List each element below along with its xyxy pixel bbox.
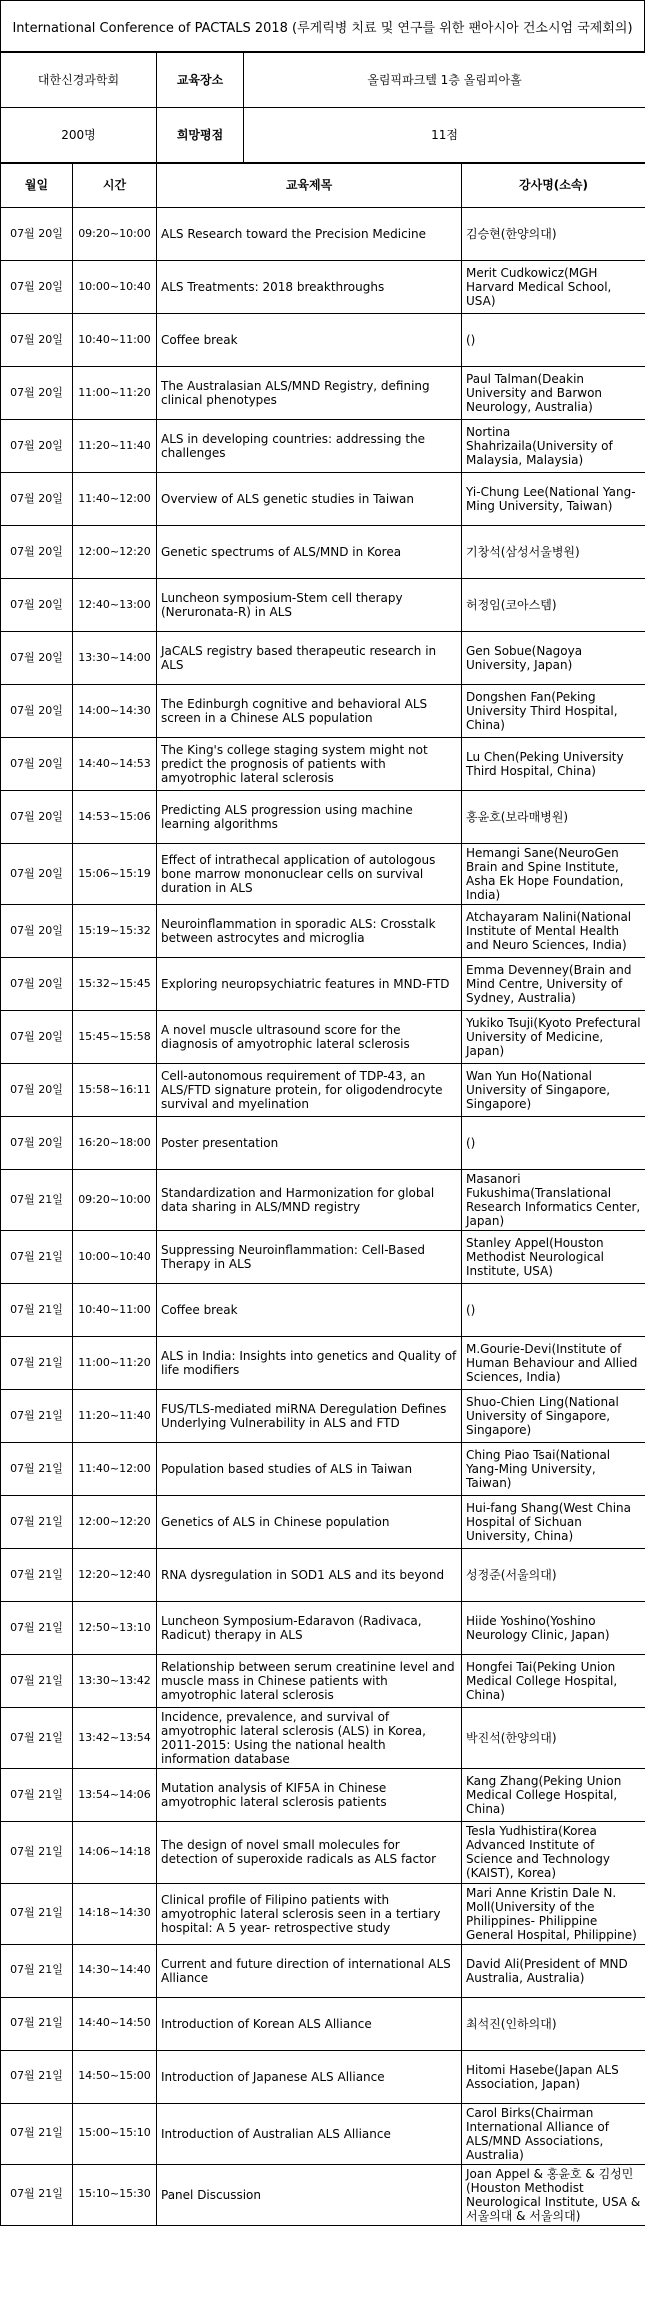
- row-speaker: Mari Anne Kristin Dale N. Moll(University of the Philippines- Philippine General Hospital, Philippine): [462, 1883, 645, 1944]
- row-topic: Introduction of Japanese ALS Alliance: [157, 2050, 462, 2103]
- row-speaker: Dongshen Fan(Peking University Third Hospital, China): [462, 685, 645, 738]
- table-row: [1, 1997, 645, 2050]
- table-row: [1, 1170, 645, 1231]
- row-time: 11:00~11:20: [73, 367, 157, 420]
- row-date: 07월 21일: [1, 2103, 73, 2164]
- row-date: 07월 20일: [1, 1064, 73, 1117]
- row-date: 07월 21일: [1, 1822, 73, 1883]
- table-row: [1, 2164, 645, 2225]
- row-time: 12:50~13:10: [73, 1602, 157, 1655]
- row-topic: Luncheon Symposium-Edaravon (Radivaca, Radicut) therapy in ALS: [157, 1602, 462, 1655]
- schedule-header-row: [1, 164, 645, 208]
- row-speaker: Stanley Appel(Houston Methodist Neurological Institute, USA): [462, 1231, 645, 1284]
- table-row: [1, 1064, 645, 1117]
- row-time: 13:42~13:54: [73, 1708, 157, 1769]
- row-speaker: Merit Cudkowicz(MGH Harvard Medical School, USA): [462, 261, 645, 314]
- row-date: 07월 20일: [1, 632, 73, 685]
- row-topic: The Australasian ALS/MND Registry, defining clinical phenotypes: [157, 367, 462, 420]
- table-row: [1, 1549, 645, 1602]
- row-time: 15:58~16:11: [73, 1064, 157, 1117]
- row-speaker: 최석진(인하의대): [462, 1997, 645, 2050]
- row-topic: Introduction of Australian ALS Alliance: [157, 2103, 462, 2164]
- row-date: 07월 20일: [1, 1011, 73, 1064]
- schedule-body: [1, 208, 645, 2226]
- row-date: 07월 21일: [1, 1496, 73, 1549]
- row-speaker: (): [462, 1284, 645, 1337]
- row-date: 07월 21일: [1, 1997, 73, 2050]
- row-time: 12:40~13:00: [73, 579, 157, 632]
- row-speaker: Hitomi Hasebe(Japan ALS Association, Japan): [462, 2050, 645, 2103]
- row-date: 07월 21일: [1, 1337, 73, 1390]
- table-row: [1, 2103, 645, 2164]
- row-topic: Neuroinflammation in sporadic ALS: Crosstalk between astrocytes and microglia: [157, 905, 462, 958]
- table-row: [1, 1231, 645, 1284]
- row-topic: Suppressing Neuroinflammation: Cell-Based Therapy in ALS: [157, 1231, 462, 1284]
- table-row: [1, 261, 645, 314]
- row-time: 14:18~14:30: [73, 1883, 157, 1944]
- row-topic: FUS/TLS-mediated miRNA Deregulation Defines Underlying Vulnerability in ALS and FTD: [157, 1390, 462, 1443]
- schedule-table: [0, 163, 645, 2226]
- page-title: International Conference of PACTALS 2018 (루게릭병 치료 및 연구를 위한 팬아시아 건소시엄 국제회의): [0, 0, 645, 52]
- header-time: 시간: [73, 164, 157, 208]
- row-date: 07월 21일: [1, 2050, 73, 2103]
- row-time: 13:30~13:42: [73, 1655, 157, 1708]
- row-speaker: Wan Yun Ho(National University of Singapore, Singapore): [462, 1064, 645, 1117]
- row-speaker: Gen Sobue(Nagoya University, Japan): [462, 632, 645, 685]
- row-date: 07월 21일: [1, 1769, 73, 1822]
- row-speaker: Ching Piao Tsai(National Yang-Ming University, Taiwan): [462, 1443, 645, 1496]
- table-row: [1, 1337, 645, 1390]
- row-topic: Panel Discussion: [157, 2164, 462, 2225]
- row-topic: Relationship between serum creatinine level and muscle mass in Chinese patients with amyotrophic lateral sclerosis: [157, 1655, 462, 1708]
- row-speaker: 김승현(한양의대): [462, 208, 645, 261]
- row-date: 07월 20일: [1, 208, 73, 261]
- venue-value: 올림픽파크텔 1층 올림피아홀: [244, 53, 645, 108]
- row-date: 07월 20일: [1, 1117, 73, 1170]
- row-date: 07월 21일: [1, 1602, 73, 1655]
- row-time: 15:45~15:58: [73, 1011, 157, 1064]
- table-row: [1, 1390, 645, 1443]
- row-speaker: M.Gourie-Devi(Institute of Human Behaviour and Allied Sciences, India): [462, 1337, 645, 1390]
- table-row: [1, 685, 645, 738]
- row-date: 07월 20일: [1, 314, 73, 367]
- row-speaker: David Ali(President of MND Australia, Australia): [462, 1944, 645, 1997]
- row-date: 07월 20일: [1, 579, 73, 632]
- row-date: 07월 20일: [1, 420, 73, 473]
- row-speaker: 홍윤호(보라매병원): [462, 791, 645, 844]
- row-topic: Exploring neuropsychiatric features in MND-FTD: [157, 958, 462, 1011]
- table-row: [1, 1284, 645, 1337]
- row-date: 07월 20일: [1, 738, 73, 791]
- row-time: 11:40~12:00: [73, 1443, 157, 1496]
- row-time: 15:06~15:19: [73, 844, 157, 905]
- row-time: 15:00~15:10: [73, 2103, 157, 2164]
- table-row: [1, 314, 645, 367]
- row-time: 11:00~11:20: [73, 1337, 157, 1390]
- row-time: 10:40~11:00: [73, 1284, 157, 1337]
- row-time: 15:19~15:32: [73, 905, 157, 958]
- row-speaker: 박진석(한양의대): [462, 1708, 645, 1769]
- row-topic: Mutation analysis of KIF5A in Chinese amyotrophic lateral sclerosis patients: [157, 1769, 462, 1822]
- row-topic: Poster presentation: [157, 1117, 462, 1170]
- row-date: 07월 20일: [1, 261, 73, 314]
- row-topic: Standardization and Harmonization for global data sharing in ALS/MND registry: [157, 1170, 462, 1231]
- table-row: [1, 791, 645, 844]
- row-time: 14:40~14:50: [73, 1997, 157, 2050]
- row-topic: Coffee break: [157, 1284, 462, 1337]
- row-date: 07월 21일: [1, 1708, 73, 1769]
- row-time: 14:40~14:53: [73, 738, 157, 791]
- row-topic: Predicting ALS progression using machine learning algorithms: [157, 791, 462, 844]
- header-topic: 교육제목: [157, 164, 462, 208]
- venue-label: 교육장소: [157, 53, 244, 108]
- credit-label: 희망평점: [157, 108, 244, 163]
- row-topic: Cell-autonomous requirement of TDP-43, an ALS/FTD signature protein, for oligodendrocyte survival and myelination: [157, 1064, 462, 1117]
- row-speaker: 기창석(삼성서울병원): [462, 526, 645, 579]
- row-topic: Overview of ALS genetic studies in Taiwan: [157, 473, 462, 526]
- row-speaker: Tesla Yudhistira(Korea Advanced Institute of Science and Technology (KAIST), Korea): [462, 1822, 645, 1883]
- row-topic: ALS in developing countries: addressing the challenges: [157, 420, 462, 473]
- table-row: [1, 208, 645, 261]
- table-row: [1, 579, 645, 632]
- capacity-value: 200명: [1, 108, 157, 163]
- row-speaker: Nortina Shahrizaila(University of Malaysia, Malaysia): [462, 420, 645, 473]
- table-row: [1, 905, 645, 958]
- row-date: 07월 21일: [1, 1944, 73, 1997]
- row-topic: Coffee break: [157, 314, 462, 367]
- table-row: [1, 1944, 645, 1997]
- row-speaker: Carol Birks(Chairman International Alliance of ALS/MND Associations, Australia): [462, 2103, 645, 2164]
- row-topic: Genetic spectrums of ALS/MND in Korea: [157, 526, 462, 579]
- table-row: [1, 738, 645, 791]
- row-speaker: Joan Appel & 홍윤호 & 김성민(Houston Methodist Neurological Institute, USA & 서울의대 & 서울의대): [462, 2164, 645, 2225]
- row-topic: Introduction of Korean ALS Alliance: [157, 1997, 462, 2050]
- row-date: 07월 21일: [1, 1390, 73, 1443]
- row-time: 14:30~14:40: [73, 1944, 157, 1997]
- row-time: 15:10~15:30: [73, 2164, 157, 2225]
- row-topic: The design of novel small molecules for detection of superoxide radicals as ALS factor: [157, 1822, 462, 1883]
- row-time: 09:20~10:00: [73, 1170, 157, 1231]
- row-time: 10:40~11:00: [73, 314, 157, 367]
- table-row: [1, 526, 645, 579]
- row-date: 07월 20일: [1, 844, 73, 905]
- row-date: 07월 20일: [1, 367, 73, 420]
- row-date: 07월 20일: [1, 526, 73, 579]
- row-time: 12:20~12:40: [73, 1549, 157, 1602]
- row-speaker: Kang Zhang(Peking Union Medical College Hospital, China): [462, 1769, 645, 1822]
- header-date: 월일: [1, 164, 73, 208]
- table-row: [1, 1602, 645, 1655]
- row-time: 14:06~14:18: [73, 1822, 157, 1883]
- row-topic: Current and future direction of international ALS Alliance: [157, 1944, 462, 1997]
- row-time: 15:32~15:45: [73, 958, 157, 1011]
- credit-value: 11점: [244, 108, 645, 163]
- row-date: 07월 21일: [1, 1231, 73, 1284]
- table-row: [1, 1708, 645, 1769]
- row-speaker: Atchayaram Nalini(National Institute of Mental Health and Neuro Sciences, India): [462, 905, 645, 958]
- row-topic: ALS Treatments: 2018 breakthroughs: [157, 261, 462, 314]
- row-date: 07월 21일: [1, 1655, 73, 1708]
- row-date: 07월 21일: [1, 1170, 73, 1231]
- row-speaker: Hongfei Tai(Peking Union Medical College Hospital, China): [462, 1655, 645, 1708]
- row-time: 16:20~18:00: [73, 1117, 157, 1170]
- row-topic: Incidence, prevalence, and survival of amyotrophic lateral sclerosis (ALS) in Korea, 2011-2015: Using the national health information database: [157, 1708, 462, 1769]
- row-time: 14:53~15:06: [73, 791, 157, 844]
- table-row: [1, 1117, 645, 1170]
- row-time: 12:00~12:20: [73, 526, 157, 579]
- row-date: 07월 20일: [1, 791, 73, 844]
- row-topic: The Edinburgh cognitive and behavioral ALS screen in a Chinese ALS population: [157, 685, 462, 738]
- info-table: [0, 52, 645, 163]
- row-time: 10:00~10:40: [73, 261, 157, 314]
- row-topic: RNA dysregulation in SOD1 ALS and its beyond: [157, 1549, 462, 1602]
- table-row: [1, 2050, 645, 2103]
- organizer-value: 대한신경과학회: [1, 53, 157, 108]
- row-speaker: Masanori Fukushima(Translational Research Informatics Center, Japan): [462, 1170, 645, 1231]
- row-speaker: 허정임(코아스템): [462, 579, 645, 632]
- row-date: 07월 21일: [1, 1883, 73, 1944]
- table-row: [1, 367, 645, 420]
- row-speaker: Hemangi Sane(NeuroGen Brain and Spine Institute, Asha Ek Hope Foundation, India): [462, 844, 645, 905]
- row-speaker: Lu Chen(Peking University Third Hospital, China): [462, 738, 645, 791]
- row-topic: A novel muscle ultrasound score for the diagnosis of amyotrophic lateral sclerosis: [157, 1011, 462, 1064]
- row-time: 10:00~10:40: [73, 1231, 157, 1284]
- table-row: [1, 1011, 645, 1064]
- table-row: [1, 1496, 645, 1549]
- row-speaker: Yi-Chung Lee(National Yang-Ming University, Taiwan): [462, 473, 645, 526]
- row-time: 12:00~12:20: [73, 1496, 157, 1549]
- table-row: [1, 844, 645, 905]
- table-row: [1, 473, 645, 526]
- row-speaker: Hiide Yoshino(Yoshino Neurology Clinic, Japan): [462, 1602, 645, 1655]
- row-topic: JaCALS registry based therapeutic research in ALS: [157, 632, 462, 685]
- row-time: 09:20~10:00: [73, 208, 157, 261]
- row-date: 07월 20일: [1, 685, 73, 738]
- row-time: 11:20~11:40: [73, 1390, 157, 1443]
- row-time: 14:50~15:00: [73, 2050, 157, 2103]
- row-speaker: Hui-fang Shang(West China Hospital of Sichuan University, China): [462, 1496, 645, 1549]
- table-row: [1, 958, 645, 1011]
- row-topic: Genetics of ALS in Chinese population: [157, 1496, 462, 1549]
- row-speaker: Emma Devenney(Brain and Mind Centre, University of Sydney, Australia): [462, 958, 645, 1011]
- row-date: 07월 21일: [1, 2164, 73, 2225]
- row-speaker: Yukiko Tsuji(Kyoto Prefectural University of Medicine, Japan): [462, 1011, 645, 1064]
- table-row: [1, 632, 645, 685]
- row-time: 11:20~11:40: [73, 420, 157, 473]
- table-row: [1, 1655, 645, 1708]
- row-time: 13:54~14:06: [73, 1769, 157, 1822]
- row-time: 11:40~12:00: [73, 473, 157, 526]
- row-topic: Clinical profile of Filipino patients with amyotrophic lateral sclerosis seen in a tertiary hospital: A 5 year- retrospective study: [157, 1883, 462, 1944]
- row-speaker: Paul Talman(Deakin University and Barwon Neurology, Australia): [462, 367, 645, 420]
- row-topic: Population based studies of ALS in Taiwan: [157, 1443, 462, 1496]
- row-date: 07월 20일: [1, 958, 73, 1011]
- row-topic: Effect of intrathecal application of autologous bone marrow mononuclear cells on survival duration in ALS: [157, 844, 462, 905]
- table-row: [1, 1883, 645, 1944]
- row-date: 07월 20일: [1, 905, 73, 958]
- table-row: [1, 1769, 645, 1822]
- row-date: 07월 21일: [1, 1284, 73, 1337]
- table-row: [1, 420, 645, 473]
- row-date: 07월 21일: [1, 1443, 73, 1496]
- table-row: [1, 1822, 645, 1883]
- row-time: 13:30~14:00: [73, 632, 157, 685]
- row-topic: ALS Research toward the Precision Medicine: [157, 208, 462, 261]
- row-speaker: Shuo-Chien Ling(National University of Singapore, Singapore): [462, 1390, 645, 1443]
- row-topic: The King's college staging system might not predict the prognosis of patients with amyotrophic lateral sclerosis: [157, 738, 462, 791]
- row-time: 14:00~14:30: [73, 685, 157, 738]
- row-speaker: 성정준(서울의대): [462, 1549, 645, 1602]
- row-topic: Luncheon symposium-Stem cell therapy (Neruronata-R) in ALS: [157, 579, 462, 632]
- header-speaker: 강사명(소속): [462, 164, 645, 208]
- row-date: 07월 20일: [1, 473, 73, 526]
- row-speaker: (): [462, 314, 645, 367]
- row-date: 07월 21일: [1, 1549, 73, 1602]
- row-speaker: (): [462, 1117, 645, 1170]
- table-row: [1, 1443, 645, 1496]
- row-topic: ALS in India: Insights into genetics and Quality of life modifiers: [157, 1337, 462, 1390]
